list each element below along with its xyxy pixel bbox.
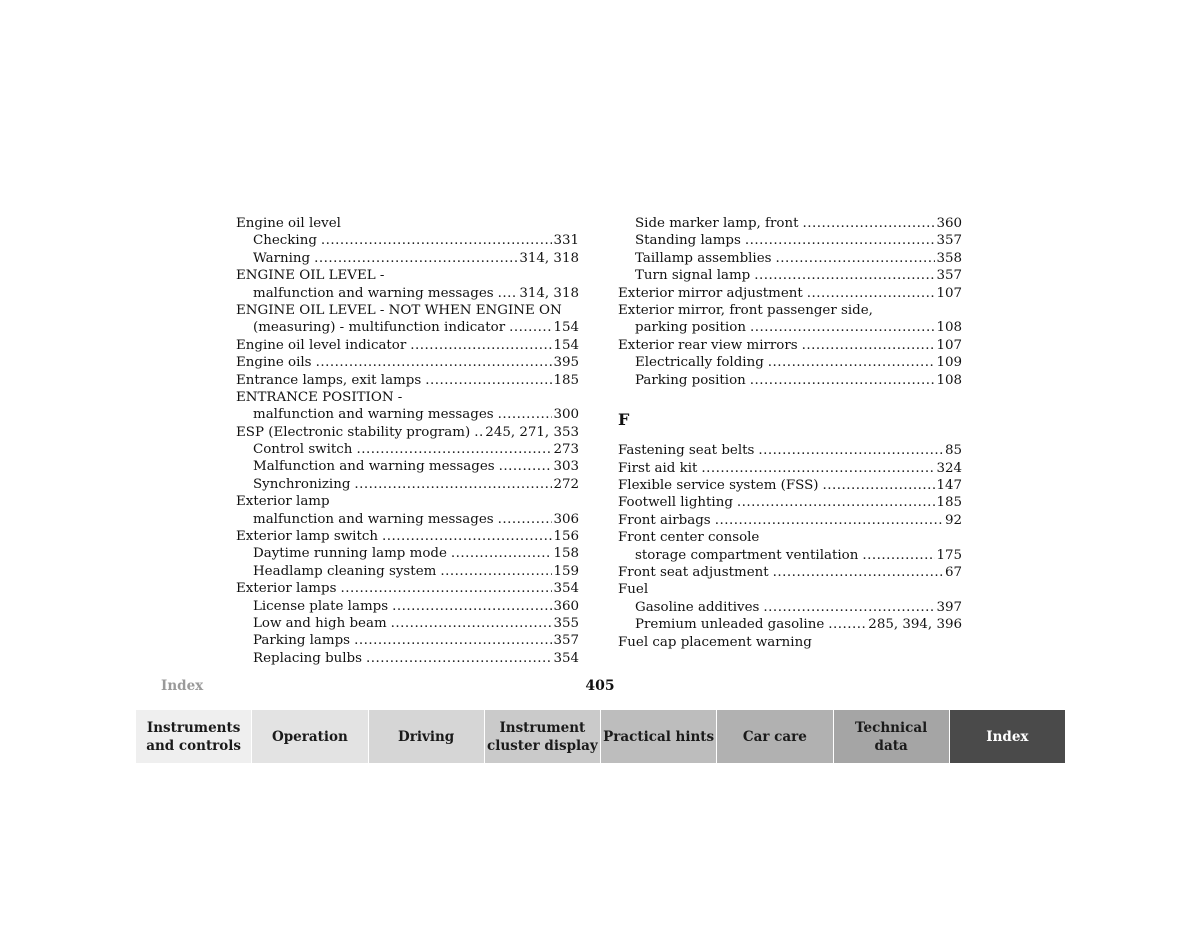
dot-leader (750, 372, 936, 389)
index-entry (236, 563, 579, 580)
index-entry (618, 494, 962, 511)
index-entry-page[interactable]: 355 (553, 615, 579, 631)
index-entry-page[interactable]: 357 (936, 233, 962, 249)
index-entry (236, 458, 579, 475)
index-entry-term: Engine oils (236, 355, 312, 371)
index-entry-term: Replacing bulbs (253, 650, 363, 666)
index-entry (236, 528, 579, 545)
dot-leader (499, 458, 553, 475)
index-entry: Engine oil level (236, 216, 341, 231)
index-entry-term: Flexible service system (FSS) (618, 478, 819, 494)
index-entry-term: Engine oil level indicator (236, 337, 407, 353)
index-entry (236, 580, 579, 597)
index-entry: ENGINE OIL LEVEL - NOT WHEN ENGINE ON (236, 302, 562, 318)
dot-leader (802, 337, 936, 354)
index-entry-term: Taillamp assemblies (635, 250, 772, 266)
dot-leader (391, 615, 553, 632)
index-entry-term: Control switch (253, 442, 353, 458)
index-entry (236, 285, 579, 302)
index-entry-term: Low and high beam (253, 615, 387, 631)
index-entry (236, 319, 579, 336)
index-entry: ENGINE OIL LEVEL - (236, 268, 385, 284)
index-entry (236, 476, 579, 493)
index-entry-page[interactable]: 303 (553, 459, 579, 475)
index-entry-term: Exterior rear view mirrors (618, 337, 798, 353)
dot-leader (862, 547, 935, 564)
dot-leader (745, 232, 936, 249)
index-entry-term: Standing lamps (635, 233, 741, 249)
index-entry-page[interactable]: 154 (553, 320, 579, 336)
dot-leader (758, 442, 944, 459)
dot-leader (498, 406, 553, 423)
dot-leader (509, 319, 552, 336)
index-column-right-top (618, 215, 962, 389)
index-column-right-bottom (618, 442, 962, 651)
index-entry-term: malfunction and warning messages (253, 511, 494, 527)
tab-index[interactable]: Index (950, 710, 1065, 763)
index-entry: Fuel (618, 582, 649, 598)
index-entry-term: Exterior lamps (236, 581, 337, 597)
page-number: 405 (585, 678, 615, 694)
index-entry-page[interactable]: 395 (553, 355, 579, 371)
dot-leader (828, 616, 867, 633)
index-entry (618, 250, 962, 267)
index-entry-page[interactable]: 108 (936, 320, 962, 336)
index-entry-page[interactable]: 360 (553, 598, 579, 614)
index-entry-term: Headlamp cleaning system (253, 563, 437, 579)
index-entry-page[interactable]: 360 (936, 216, 962, 231)
dot-leader (410, 337, 552, 354)
index-entry: Fuel cap placement warning (618, 634, 812, 650)
index-entry (618, 337, 962, 354)
index-entry (236, 372, 579, 389)
index-entry-page[interactable]: 147 (936, 478, 962, 494)
dot-leader (425, 372, 552, 389)
index-entry-page[interactable]: 285, 394, 396 (868, 617, 962, 633)
index-entry (236, 441, 579, 458)
index-entry-term: Premium unleaded gasoline (635, 617, 825, 633)
index-entry-page[interactable]: 85 (944, 443, 962, 459)
dot-leader (474, 424, 484, 441)
index-entry-term: Fastening seat belts (618, 443, 755, 459)
index-entry (236, 545, 579, 562)
index-entry (618, 215, 962, 232)
index-entry (236, 406, 579, 423)
dot-leader (776, 250, 936, 267)
index-entry-term: ESP (Electronic stability program) (236, 424, 471, 440)
tab-instrument-cluster-display[interactable]: Instrument cluster display (485, 710, 601, 763)
footer-section-label: Index (161, 678, 204, 694)
index-entry (618, 232, 962, 249)
index-entry-page[interactable]: 159 (553, 563, 579, 579)
index-entry (618, 267, 962, 284)
index-entry-term: Malfunction and warning messages (253, 459, 495, 475)
dot-leader (354, 476, 552, 493)
index-entry-term: First aid kit (618, 460, 698, 476)
index-entry-term: Daytime running lamp mode (253, 546, 447, 562)
index-entry (236, 650, 579, 667)
index-entry-term: Exterior lamp switch (236, 529, 378, 545)
index-entry-term: malfunction and warning messages (253, 285, 494, 301)
index-entry-term: Parking lamps (253, 633, 351, 649)
dot-leader (773, 564, 944, 581)
dot-leader (321, 232, 553, 249)
index-entry-page[interactable]: 245, 271, 353 (485, 424, 579, 440)
index-entry (618, 616, 962, 633)
index-entry (236, 250, 579, 267)
dot-leader (356, 441, 552, 458)
dot-leader (354, 632, 552, 649)
index-entry-page[interactable]: 158 (553, 546, 579, 562)
index-entry-page[interactable]: 357 (936, 268, 962, 284)
index-entry-term: Entrance lamps, exit lamps (236, 372, 422, 388)
tab-operation[interactable]: Operation (252, 710, 368, 763)
tab-car-care[interactable]: Car care (717, 710, 833, 763)
index-entry-page[interactable]: 185 (553, 372, 579, 388)
index-entry-term: Front airbags (618, 512, 711, 528)
index-entry (618, 547, 962, 564)
spacer (618, 389, 962, 406)
index-entry: Front center console (618, 530, 760, 546)
index-entry-page[interactable]: 92 (944, 512, 962, 528)
index-entry (236, 424, 579, 441)
dot-leader (440, 563, 552, 580)
index-entry-term: Footwell lighting (618, 495, 733, 511)
index-entry-term: License plate lamps (253, 598, 389, 614)
dot-leader (392, 598, 552, 615)
index-entry (618, 354, 962, 371)
dot-leader (340, 580, 552, 597)
dot-leader (750, 319, 935, 336)
index-entry-page[interactable]: 314, 318 (519, 285, 579, 301)
index-entry (236, 232, 579, 249)
index-entry-page[interactable]: 397 (936, 599, 962, 615)
index-entry: ENTRANCE POSITION - (236, 389, 403, 405)
index-entry: Exterior lamp (236, 494, 330, 510)
index-entry (618, 285, 962, 302)
dot-leader (823, 477, 936, 494)
dot-leader (366, 650, 552, 667)
index-entry-page[interactable]: 357 (553, 633, 579, 649)
index-entry: Exterior mirror, front passenger side, (618, 302, 873, 318)
index-entry-term: Synchronizing (253, 476, 351, 492)
tab-driving[interactable]: Driving (369, 710, 485, 763)
index-entry (618, 372, 962, 389)
index-entry-term: Parking position (635, 372, 746, 388)
index-entry (618, 512, 962, 529)
index-entry-term: Front seat adjustment (618, 565, 769, 581)
index-entry-page[interactable]: 324 (936, 460, 962, 476)
dot-leader (754, 267, 935, 284)
index-entry-page[interactable]: 175 (936, 547, 962, 563)
dot-leader (763, 599, 935, 616)
index-entry (618, 319, 962, 336)
index-entry-term: Turn signal lamp (635, 268, 751, 284)
index-entry-term: Side marker lamp, front (635, 216, 799, 231)
index-entry-page[interactable]: 107 (936, 337, 962, 353)
index-entry (236, 632, 579, 649)
section-letter: F (618, 410, 630, 430)
index-entry-term: Checking (253, 233, 317, 249)
index-entry-page[interactable]: 154 (553, 337, 579, 353)
tab-technical-data[interactable]: Technical data (834, 710, 950, 763)
index-entry-term: Exterior mirror adjustment (618, 285, 803, 301)
index-entry (618, 564, 962, 581)
dot-leader (807, 285, 936, 302)
dot-leader (802, 215, 935, 232)
chapter-tabs (136, 710, 1065, 763)
index-entry (618, 477, 962, 494)
dot-leader (715, 512, 944, 529)
index-entry-term: parking position (635, 320, 746, 336)
index-entry (236, 615, 579, 632)
index-entry-term: (measuring) - multifunction indicator (253, 320, 506, 336)
index-entry-term: Gasoline additives (635, 599, 760, 615)
index-entry-page[interactable]: 300 (553, 407, 579, 423)
index-entry-term: malfunction and warning messages (253, 407, 494, 423)
index-entry-page[interactable]: 354 (553, 650, 579, 666)
index-entry-page[interactable]: 156 (553, 529, 579, 545)
dot-leader (737, 494, 936, 511)
index-entry-page[interactable]: 354 (553, 581, 579, 597)
index-entry (618, 599, 962, 616)
index-entry-page[interactable]: 358 (936, 250, 962, 266)
index-entry (236, 511, 579, 528)
index-entry-page[interactable]: 273 (553, 442, 579, 458)
index-entry-page[interactable]: 331 (553, 233, 579, 249)
index-entry (236, 354, 579, 371)
dot-leader (451, 545, 553, 562)
index-entry (618, 460, 962, 477)
tab-instruments-and-controls[interactable]: Instruments and controls (136, 710, 252, 763)
dot-leader (701, 460, 935, 477)
index-entry-page[interactable]: 314, 318 (519, 250, 579, 266)
index-column-left (236, 215, 579, 667)
index-entry-term: Warning (253, 250, 311, 266)
tab-practical-hints[interactable]: Practical hints (601, 710, 717, 763)
dot-leader (314, 250, 518, 267)
index-entry-page[interactable]: 108 (936, 372, 962, 388)
dot-leader (316, 354, 553, 371)
index-entry-term: storage compartment ventilation (635, 547, 859, 563)
index-column-right (618, 215, 962, 651)
dot-leader (498, 285, 519, 302)
index-entry (618, 442, 962, 459)
dot-leader (768, 354, 936, 371)
index-entry-page[interactable]: 109 (936, 355, 962, 371)
index-entry-page[interactable]: 306 (553, 511, 579, 527)
index-entry (236, 598, 579, 615)
index-entry-term: Electrically folding (635, 355, 764, 371)
index-entry (236, 337, 579, 354)
index-entry-page[interactable]: 185 (936, 495, 962, 511)
dot-leader (382, 528, 552, 545)
index-entry-page[interactable]: 67 (944, 565, 962, 581)
dot-leader (498, 511, 553, 528)
index-entry-page[interactable]: 272 (553, 476, 579, 492)
index-entry-page[interactable]: 107 (936, 285, 962, 301)
